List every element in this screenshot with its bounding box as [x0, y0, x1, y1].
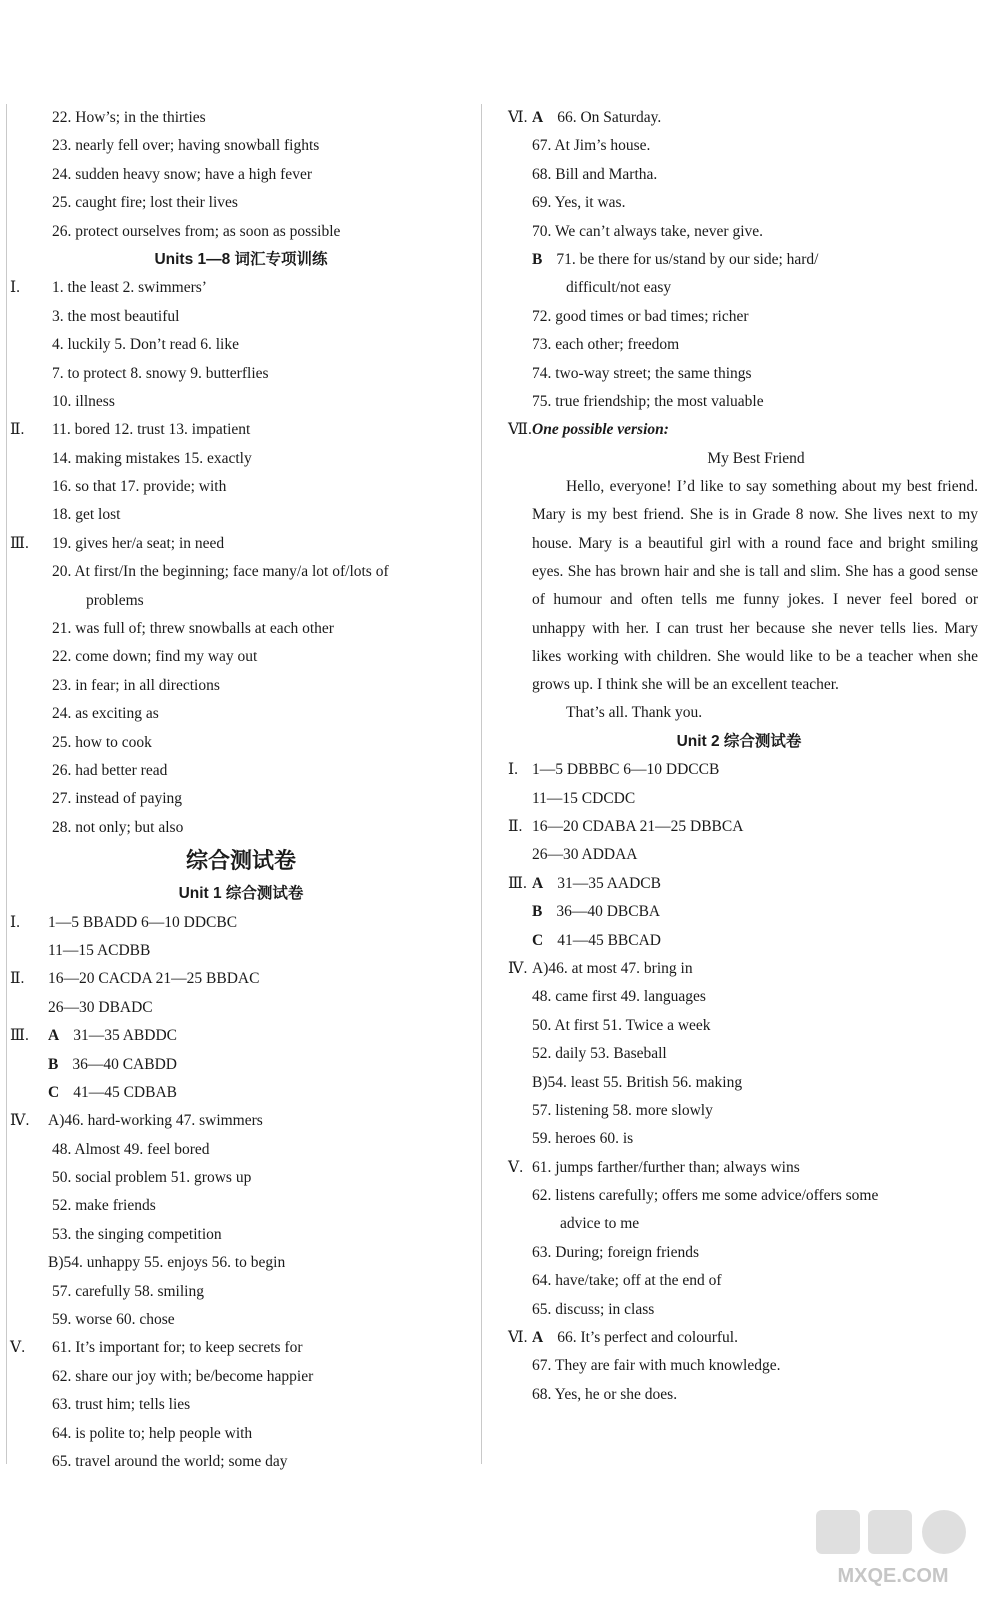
answer-line — [498, 955, 980, 983]
answer-text: 28. not only; but also — [52, 818, 184, 836]
section-numeral: Ⅲ. — [508, 874, 527, 892]
answer-line — [0, 937, 482, 965]
main-heading: 综合测试卷 — [185, 848, 296, 874]
answer-text: 36—40 DBCBA — [556, 903, 661, 921]
answer-line — [0, 218, 482, 246]
answer-text: 11—15 ACDBB — [48, 941, 151, 959]
answer-text: B)54. least 55. British 56. making — [532, 1073, 743, 1091]
left-column — [0, 104, 482, 1476]
answer-text: 31—35 ABDDC — [73, 1027, 177, 1045]
answer-line — [0, 1136, 482, 1164]
answer-line — [0, 1051, 482, 1079]
answer-text: 1. the least 2. swimmers’ — [52, 279, 207, 297]
subsection-letter: B — [532, 250, 543, 268]
answer-line — [0, 501, 482, 529]
answer-line — [0, 1363, 482, 1391]
answer-line — [498, 756, 980, 784]
answer-text: 75. true friendship; the most valuable — [532, 392, 764, 410]
answer-text: 59. heroes 60. is — [532, 1130, 634, 1148]
subsection-letter: B — [532, 903, 543, 921]
subsection-letter: C — [48, 1083, 60, 1101]
subsection-letter: A — [532, 109, 544, 126]
answer-text: A)46. at most 47. bring in — [532, 959, 693, 977]
answer-line — [0, 1306, 482, 1334]
answer-text: 66. On Saturday. — [557, 109, 662, 126]
answer-line — [0, 700, 482, 728]
answer-line — [0, 587, 482, 615]
section-numeral: Ⅵ. — [508, 109, 528, 126]
answer-line — [0, 757, 482, 785]
subsection-letter: C — [532, 931, 544, 949]
answer-text: 50. At first 51. Twice a week — [532, 1016, 711, 1034]
answer-line — [0, 729, 482, 757]
answer-text: 4. luckily 5. Don’t read 6. like — [52, 336, 239, 354]
answer-text: 50. social problem 51. grows up — [52, 1169, 252, 1187]
answer-text: 73. each other; freedom — [532, 336, 680, 354]
answer-line — [0, 672, 482, 700]
answer-line — [0, 1278, 482, 1306]
answer-text: 63. During; foreign friends — [532, 1243, 700, 1261]
section-numeral: Ⅱ. — [10, 421, 25, 439]
answer-line — [498, 1352, 980, 1380]
answer-line — [498, 1296, 980, 1324]
answer-line — [0, 132, 482, 160]
answer-line — [0, 1334, 482, 1362]
section-numeral: Ⅳ. — [10, 1112, 30, 1130]
answer-line — [0, 1221, 482, 1249]
answer-text: 16. so that 17. provide; with — [52, 478, 227, 496]
answer-line — [0, 965, 482, 993]
answer-text: advice to me — [560, 1215, 640, 1233]
answer-line — [498, 1239, 980, 1267]
answer-text: 1—5 DBBBC 6—10 DDCCB — [532, 761, 720, 779]
answer-line — [498, 1040, 980, 1068]
answer-text: One possible version: — [532, 421, 669, 439]
answer-line — [0, 615, 482, 643]
section-numeral: Ⅰ. — [10, 913, 20, 931]
answer-text: 25. how to cook — [52, 733, 152, 751]
answer-text: 23. nearly fell over; having snowball fights — [52, 137, 320, 155]
answer-text: 7. to protect 8. snowy 9. butterflies — [52, 364, 269, 382]
answer-line — [498, 1097, 980, 1125]
answer-text: 64. have/take; off at the end of — [532, 1272, 722, 1290]
answer-text: 68. Yes, he or she does. — [532, 1385, 678, 1403]
answer-text: 61. jumps farther/further than; always wins — [532, 1158, 800, 1176]
answer-text: 62. listens carefully; offers me some advice/offers some — [532, 1187, 879, 1205]
answer-text: 62. share our joy with; be/become happier — [52, 1367, 314, 1385]
answer-line — [0, 274, 482, 302]
answer-text: 52. daily 53. Baseball — [532, 1045, 667, 1063]
answer-text: 69. Yes, it was. — [532, 194, 626, 212]
section-numeral: Ⅴ. — [508, 1158, 524, 1176]
answer-line — [498, 360, 980, 388]
answer-text: 27. instead of paying — [52, 790, 183, 808]
answer-line — [0, 1249, 482, 1277]
section-numeral: Ⅰ. — [10, 279, 20, 297]
answer-line — [0, 189, 482, 217]
answer-text: 21. was full of; threw snowballs at each other — [52, 620, 334, 638]
subsection-letter: A — [48, 1027, 60, 1045]
answer-line — [498, 841, 980, 869]
section-numeral: Ⅰ. — [508, 761, 518, 779]
answer-line — [498, 1267, 980, 1295]
answer-line — [498, 1012, 980, 1040]
section-heading: Unit 2 综合测试卷 — [676, 732, 802, 750]
answer-line — [498, 416, 980, 444]
answer-text: 24. as exciting as — [52, 705, 159, 723]
answer-line — [498, 1324, 980, 1352]
answer-text: 70. We can’t always take, never give. — [532, 222, 764, 240]
answer-line — [0, 1164, 482, 1192]
answer-text: 24. sudden heavy snow; have a high fever — [52, 165, 312, 183]
answer-text: 23. in fear; in all directions — [52, 676, 220, 694]
answer-text: 61. It’s important for; to keep secrets for — [52, 1339, 303, 1357]
answer-line — [498, 1381, 980, 1409]
answer-text: 22. come down; find my way out — [52, 648, 258, 666]
answer-line — [0, 1391, 482, 1419]
section-numeral: Ⅵ. — [508, 1329, 528, 1347]
answer-line — [0, 1420, 482, 1448]
answer-line — [498, 246, 980, 274]
answer-text: problems — [86, 591, 144, 609]
answer-line — [0, 814, 482, 842]
answer-text: 26—30 DBADC — [48, 998, 153, 1016]
answer-text: 57. carefully 58. smiling — [52, 1282, 204, 1300]
answer-line — [498, 785, 980, 813]
answer-line — [498, 274, 980, 302]
answer-text: 67. At Jim’s house. — [532, 137, 651, 155]
section-numeral: Ⅶ. — [508, 421, 532, 439]
answer-text: 26. protect ourselves from; as soon as possible — [52, 222, 341, 240]
subsection-letter: A — [532, 874, 544, 892]
answer-line — [0, 1448, 482, 1476]
watermark-logo — [808, 1506, 978, 1592]
answer-text: 18. get lost — [52, 506, 121, 524]
answer-text: 1—5 BBADD 6—10 DDCBC — [48, 913, 238, 931]
answer-text: B)54. unhappy 55. enjoys 56. to begin — [48, 1254, 286, 1272]
answer-text: 31—35 AADCB — [557, 874, 661, 892]
answer-line — [0, 1022, 482, 1050]
answer-text: 72. good times or bad times; richer — [532, 307, 749, 325]
answer-line — [0, 530, 482, 558]
answer-text: 68. Bill and Martha. — [532, 165, 658, 183]
answer-text: 20. At first/In the beginning; face many/a lot of/lots of — [52, 563, 389, 581]
answer-line — [0, 416, 482, 444]
section-numeral: Ⅴ. — [10, 1339, 26, 1357]
answer-text: 53. the singing competition — [52, 1225, 222, 1243]
answer-text: 11—15 CDCDC — [532, 789, 636, 807]
answer-line — [498, 1125, 980, 1153]
answer-line — [0, 104, 482, 132]
section-heading: Units 1—8 词汇专项训练 — [154, 250, 328, 268]
answer-line — [0, 1107, 482, 1135]
answer-text: 59. worse 60. chose — [52, 1311, 175, 1329]
answer-text: 36—40 CABDD — [72, 1055, 177, 1073]
answer-line — [0, 909, 482, 937]
answer-text: 14. making mistakes 15. exactly — [52, 449, 252, 467]
answer-text: difficult/not easy — [566, 279, 672, 297]
answer-text: 41—45 BBCAD — [557, 931, 661, 949]
answer-line — [498, 813, 980, 841]
answer-line — [498, 927, 980, 955]
answer-line — [0, 445, 482, 473]
answer-text: 11. bored 12. trust 13. impatient — [52, 421, 251, 439]
section-numeral: Ⅱ. — [10, 970, 25, 988]
essay-title: My Best Friend — [707, 449, 805, 467]
answer-text: 25. caught fire; lost their lives — [52, 194, 238, 212]
answer-line — [0, 558, 482, 586]
answer-text: 22. How’s; in the thirties — [52, 109, 206, 126]
answer-text: 26—30 ADDAA — [532, 846, 638, 864]
answer-text: 16—20 CACDA 21—25 BBDAC — [48, 970, 260, 988]
answer-line — [498, 388, 980, 416]
answer-line — [498, 303, 980, 331]
answer-line — [0, 785, 482, 813]
answer-line — [0, 994, 482, 1022]
answer-text: 74. two-way street; the same things — [532, 364, 752, 382]
answer-line — [0, 303, 482, 331]
answer-text: 57. listening 58. more slowly — [532, 1101, 713, 1119]
answer-text: 67. They are fair with much knowledge. — [532, 1357, 781, 1375]
answer-text: 64. is polite to; help people with — [52, 1424, 253, 1442]
answer-text: 66. It’s perfect and colourful. — [557, 1329, 738, 1347]
answer-text: 71. be there for us/stand by our side; hard/ — [556, 250, 819, 268]
answer-line — [0, 360, 482, 388]
answer-line — [498, 898, 980, 926]
answer-text: A)46. hard-working 47. swimmers — [48, 1112, 263, 1130]
answer-line — [498, 331, 980, 359]
answer-line — [0, 161, 482, 189]
answer-line — [498, 161, 980, 189]
subsection-letter: B — [48, 1055, 59, 1073]
answer-text: 65. travel around the world; some day — [52, 1452, 288, 1470]
answer-line — [498, 218, 980, 246]
essay-closing: That’s all. Thank you. — [566, 704, 703, 722]
subsection-letter: A — [532, 1329, 544, 1347]
answer-line — [0, 473, 482, 501]
answer-line — [498, 1069, 980, 1097]
answer-line — [498, 132, 980, 160]
answer-line — [498, 870, 980, 898]
answer-text: 41—45 CDBAB — [73, 1083, 177, 1101]
answer-text: 3. the most beautiful — [52, 307, 180, 325]
answer-line — [498, 1210, 980, 1238]
answer-text: 19. gives her/a seat; in need — [52, 534, 225, 552]
watermark-text: MXQE.COM — [837, 1565, 949, 1587]
answer-line — [0, 1079, 482, 1107]
answer-line — [498, 1182, 980, 1210]
answer-text: 65. discuss; in class — [532, 1300, 655, 1318]
answer-text: 63. trust him; tells lies — [52, 1396, 191, 1414]
answer-line — [498, 1154, 980, 1182]
right-column — [498, 104, 980, 1409]
section-numeral: Ⅲ. — [10, 1027, 29, 1045]
answer-line — [498, 104, 980, 132]
section-heading: Unit 1 综合测试卷 — [178, 885, 304, 903]
section-numeral: Ⅱ. — [508, 818, 523, 836]
answer-text: 48. Almost 49. feel bored — [52, 1140, 210, 1158]
section-numeral: Ⅳ. — [508, 959, 528, 977]
essay-paragraph: Hello, everyone! I’d like to say something about my best friend. Mary is my best friend. She is in Grade 8 now. She lives next to my house. Mary is a beautiful girl with a round face and bright smiling eyes. She has brown hair and she is tall and slim. She has a good sense of humour and often tells me funny jokes. I never feel bored or unhappy with her. I can trust her because she never tells lies. Mary likes working with children. She would like to be a teacher when she grows up. I think she will be an excellent teacher. — [532, 478, 978, 694]
answer-line — [0, 388, 482, 416]
answer-line — [498, 983, 980, 1011]
answer-text: 52. make friends — [52, 1197, 156, 1215]
answer-text: 16—20 CDABA 21—25 DBBCA — [532, 818, 744, 836]
answer-text: 48. came first 49. languages — [532, 988, 706, 1006]
answer-line — [0, 643, 482, 671]
answer-text: 10. illness — [52, 392, 115, 410]
answer-line — [0, 1192, 482, 1220]
section-numeral: Ⅲ. — [10, 534, 29, 552]
answer-line — [0, 331, 482, 359]
answer-line — [498, 189, 980, 217]
answer-text: 26. had better read — [52, 761, 168, 779]
